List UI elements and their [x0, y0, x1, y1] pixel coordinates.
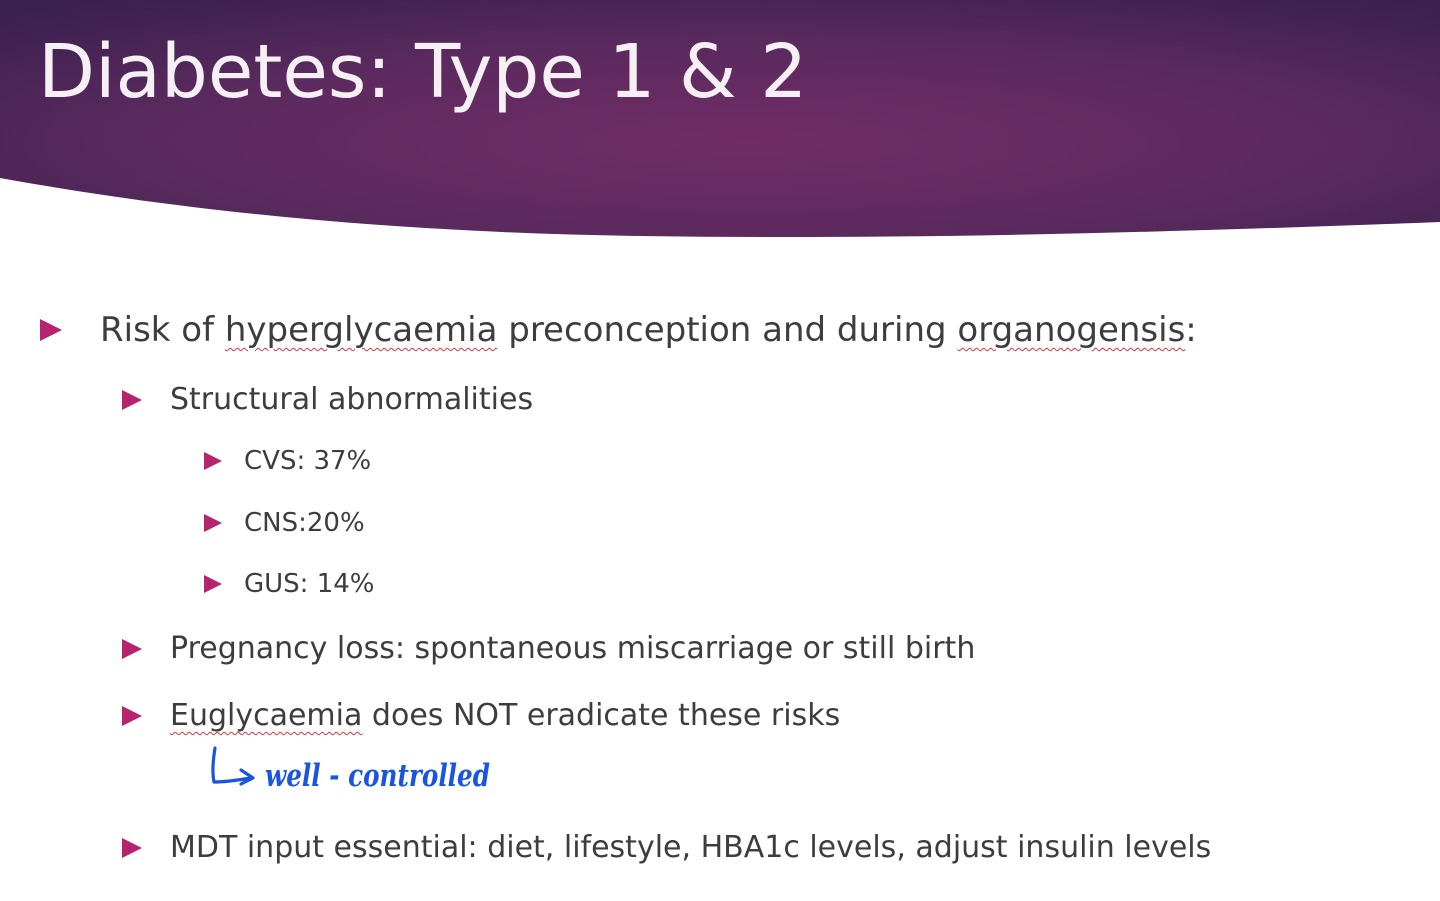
risk-middle: preconception and during	[497, 310, 958, 350]
bullet-gus	[204, 569, 375, 599]
risk-suffix: :	[1185, 310, 1197, 350]
bullet-structural	[122, 382, 533, 417]
bullet-arrow-icon	[40, 319, 62, 341]
handwritten-note: well - controlled	[265, 758, 490, 794]
bullet-arrow-icon	[122, 390, 142, 410]
slide-title: Diabetes: Type 1 & 2	[38, 29, 808, 115]
bullet-cvs-text: CVS: 37%	[244, 446, 372, 476]
risk-term-organogensis: organogensis	[957, 310, 1186, 350]
bullet-risk	[40, 310, 1197, 350]
euglycaemia-term: Euglycaemia	[170, 698, 363, 733]
bullet-risk-text	[100, 310, 1197, 350]
bullet-gus-text: GUS: 14%	[244, 569, 375, 599]
hooked-arrow-icon	[213, 748, 253, 784]
bullet-euglycaemia	[122, 698, 840, 733]
risk-prefix: Risk of	[100, 310, 225, 350]
bullet-arrow-icon	[122, 706, 142, 726]
bullet-arrow-icon	[122, 639, 142, 659]
bullet-mdt-text: MDT input essential: diet, lifestyle, HBA1c levels, adjust insulin levels	[170, 830, 1212, 865]
bullet-arrow-icon	[204, 452, 222, 470]
bullet-arrow-icon	[204, 575, 222, 593]
bullet-arrow-icon	[204, 514, 222, 532]
bullet-arrow-icon	[122, 838, 142, 858]
bullet-euglycaemia-text	[170, 698, 840, 733]
bullet-cns-text: CNS:20%	[244, 508, 365, 538]
bullet-structural-text: Structural abnormalities	[170, 382, 534, 417]
bullet-pregnancy-loss	[122, 631, 975, 666]
euglycaemia-rest: does NOT eradicate these risks	[362, 698, 841, 733]
bullet-pregnancy-loss-text: Pregnancy loss: spontaneous miscarriage or still birth	[170, 631, 976, 666]
bullet-cvs	[204, 446, 371, 476]
handwritten-annotation	[205, 742, 505, 798]
risk-term-hyperglycaemia: hyperglycaemia	[224, 310, 498, 350]
bullet-mdt	[122, 830, 1211, 865]
bullet-cns	[204, 508, 365, 538]
